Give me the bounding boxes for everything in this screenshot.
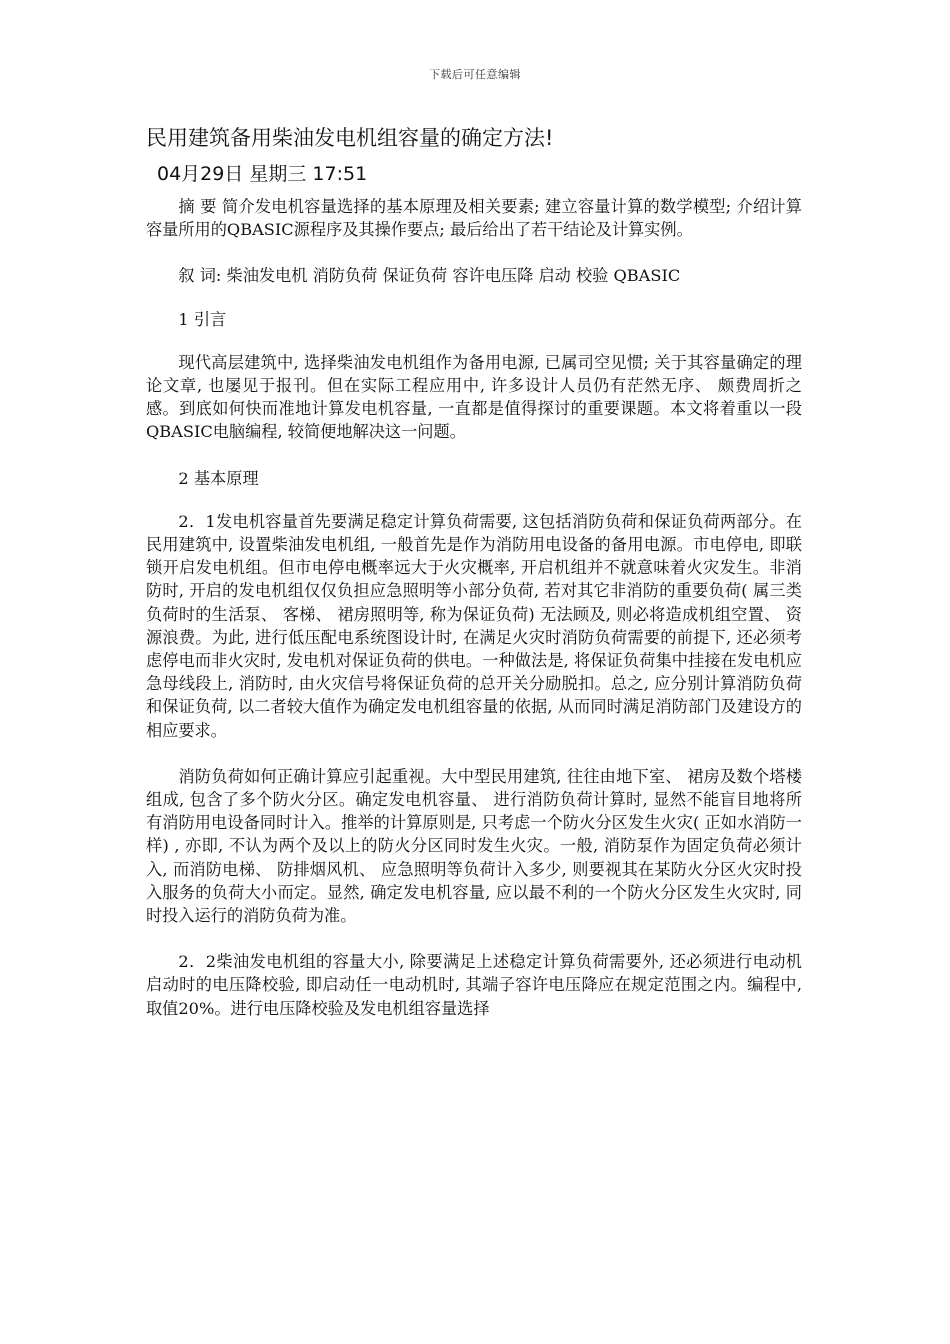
keywords-paragraph: 叙 词: 柴油发电机 消防负荷 保证负荷 容许电压降 启动 校验 QBASIC bbox=[178, 266, 681, 286]
principle-paragraph-2-2: 2．2柴油发电机组的容量大小, 除要满足上述稳定计算负荷需要外, 还必须进行电动机启动时的电压降校验, 即启动任一电动机时, 其端子容许电压降应在规定范围之内。编程中, 取值20%。进行电压降校验及发电机组容量选择 bbox=[146, 952, 802, 1018]
document-body bbox=[146, 195, 802, 1043]
section-heading-introduction: 1 引言 bbox=[178, 309, 227, 329]
introduction-paragraph: 现代高层建筑中, 选择柴油发电机组作为备用电源, 已属司空见惯; 关于其容量确定的理论文章, 也屡见于报刊。但在实际工程应用中, 许多设计人员仍有茫然无序、 颇费周折之感。到底如何快而准地计算发电机容量, 一直都是值得探讨的重要课题。本文将着重以一段QBASIC电脑编程, 较简便地解决这一问题。 bbox=[146, 352, 802, 442]
document-title: 民用建筑备用柴油发电机组容量的确定方法! bbox=[146, 126, 554, 150]
fire-load-paragraph: 消防负荷如何正确计算应引起重视。大中型民用建筑, 往往由地下室、 裙房及数个塔楼组成, 包含了多个防火分区。确定发电机容量、 进行消防负荷计算时, 显然不能盲目地将所有消防用电设备同时计入。推举的计算原则是, 只考虑一个防火分区发生火灾( 正如水消防一样) , 亦即, 不认为两个及以上的防火分区同时发生火灾。一般, 消防泵作为固定负荷必须计入, 而消防电梯、 防排烟风机、 应急照明等负荷计入多少, 则要视其在某防火分区火灾时投入服务的负荷大小而定。显然, 确定发电机容量, 应以最不利的一个防火分区发生火灾时, 同时投入运行的消防负荷为准。 bbox=[146, 766, 802, 926]
abstract-paragraph: 摘 要 简介发电机容量选择的基本原理及相关要素; 建立容量计算的数学模型; 介绍计算容量所用的QBASIC源程序及其操作要点; 最后给出了若干结论及计算实例。 bbox=[146, 197, 802, 240]
principle-paragraph-2-1: 2．1发电机容量首先要满足稳定计算负荷需要, 这包括消防负荷和保证负荷两部分。在民用建筑中, 设置柴油发电机组, 一般首先是作为消防用电设备的备用电源。市电停电, 即联锁开启发电机组。但市电停电概率远大于火灾概率, 开启机组并不就意味着火灾发生。非消防时, 开启的发电机组仅仅负担应急照明等小部分负荷, 若对其它非消防的重要负荷( 属三类负荷时的生活泵、 客梯、 裙房照明等, 称为保证负荷) 无法顾及, 则必将造成机组空置、 资源浪费。为此, 进行低压配电系统图设计时, 在满足火灾时消防负荷需要的前提下, 还必须考虑停电而非火灾时, 发电机对保证负荷的供电。一种做法是, 将保证负荷集中挂接在发电机应急母线段上, 消防时, 由火灾信号将保证负荷的总开关分励脱扣。总之, 应分别计算消防负荷和保证负荷, 以二者较大值作为确定发电机组容量的依据, 从而同时满足消防部门及建设方的相应要求。 bbox=[146, 511, 802, 740]
section-heading-principles: 2 基本原理 bbox=[178, 468, 259, 488]
document-datetime: 04月29日 星期三 17:51 bbox=[157, 163, 368, 185]
header-note: 下载后可任意编辑 bbox=[429, 68, 521, 81]
